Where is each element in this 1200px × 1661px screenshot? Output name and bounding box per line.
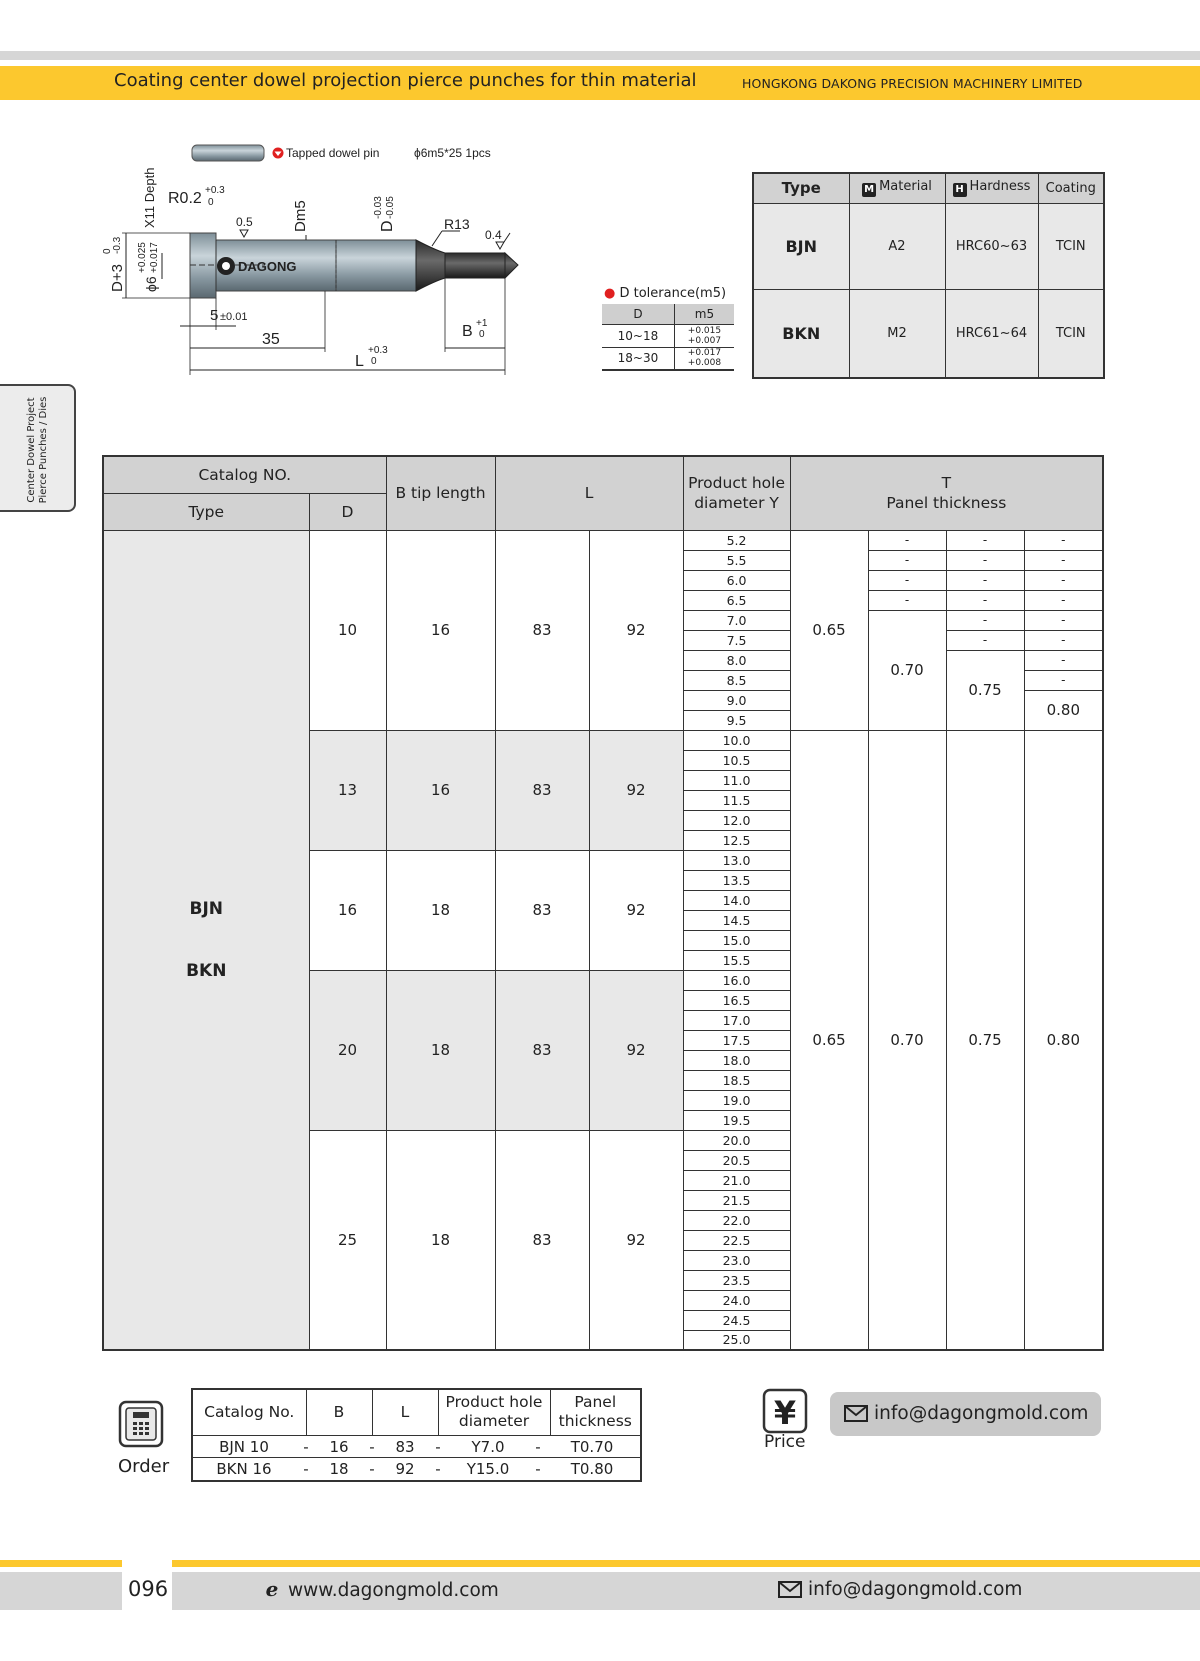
hole-diameter-y: 21.5 — [683, 1190, 790, 1210]
hardness-icon: H — [953, 183, 967, 197]
order-example-table — [191, 1388, 642, 1482]
mat-coating: TCIN — [1038, 289, 1104, 378]
l-value: 92 — [589, 1130, 683, 1350]
tolerance-value: +0.015 +0.007 — [674, 324, 734, 347]
hole-diameter-y: 14.0 — [683, 890, 790, 910]
b-value: 18 — [386, 1130, 495, 1350]
t-dash: - — [1024, 530, 1103, 550]
d-value: 13 — [309, 730, 386, 850]
header-catalog: Catalog NO. — [103, 456, 386, 493]
t-dash: - — [946, 590, 1024, 610]
header-l: L — [495, 456, 683, 530]
hole-diameter-y: 18.5 — [683, 1070, 790, 1090]
t-value: 0.65 — [790, 530, 868, 730]
surface-finish-icon — [240, 230, 248, 237]
l-value: 92 — [589, 730, 683, 850]
hole-diameter-y: 15.5 — [683, 950, 790, 970]
hole-diameter-y: 16.0 — [683, 970, 790, 990]
footer-website-link[interactable] — [262, 1579, 499, 1601]
hole-diameter-y: 12.5 — [683, 830, 790, 850]
b-value: 18 — [386, 850, 495, 970]
t-dash: - — [1024, 550, 1103, 570]
envelope-icon — [844, 1405, 868, 1422]
type-bkn: BKN — [186, 960, 227, 981]
dim-d: D — [379, 220, 396, 232]
t-value: 0.70 — [868, 610, 946, 730]
hole-diameter-y: 17.5 — [683, 1030, 790, 1050]
dim-r13: R13 — [444, 216, 470, 232]
hole-diameter-y: 6.5 — [683, 590, 790, 610]
hole-diameter-y: 19.5 — [683, 1110, 790, 1130]
tolerance-value: +0.017 +0.008 — [674, 347, 734, 370]
t-dash: - — [868, 550, 946, 570]
hole-diameter-y: 13.5 — [683, 870, 790, 890]
t-dash: - — [868, 530, 946, 550]
l-value: 83 — [495, 730, 589, 850]
dim-35: 35 — [262, 331, 280, 348]
t-dash: - — [1024, 590, 1103, 610]
hole-diameter-y: 8.0 — [683, 650, 790, 670]
mat-header-hardness: H Hardness — [945, 173, 1038, 203]
t-value: 0.70 — [868, 730, 946, 1350]
hole-diameter-y: 8.5 — [683, 670, 790, 690]
header-type: Type — [103, 493, 309, 530]
d-value: 16 — [309, 850, 386, 970]
b-value: 16 — [386, 730, 495, 850]
hole-diameter-y: 19.0 — [683, 1090, 790, 1110]
dim-d-plus-tol-upper: 0 — [102, 248, 113, 254]
envelope-icon — [778, 1581, 802, 1598]
dim-d-plus-tol-lower: -0.3 — [112, 236, 123, 254]
price-yen-icon — [762, 1388, 808, 1434]
page-title: Coating center dowel projection pierce punches for thin material — [114, 70, 697, 91]
mat-material: M2 — [849, 289, 945, 378]
footer-yellow-bar — [172, 1560, 1200, 1567]
order-header-panel: Panel thickness — [550, 1389, 641, 1435]
l-value: 83 — [495, 970, 589, 1130]
t-dash: - — [1024, 650, 1103, 670]
hole-diameter-y: 7.5 — [683, 630, 790, 650]
hole-diameter-y: 5.5 — [683, 550, 790, 570]
hole-diameter-y: 24.5 — [683, 1310, 790, 1330]
t-dash: - — [1024, 670, 1103, 690]
dim-r02-tol-upper: +0.3 — [205, 185, 225, 196]
hole-diameter-y: 7.0 — [683, 610, 790, 630]
hole-diameter-y: 20.5 — [683, 1150, 790, 1170]
hole-diameter-y: 12.0 — [683, 810, 790, 830]
dim-5-tol: ±0.01 — [220, 311, 248, 323]
material-table — [752, 172, 1105, 379]
surface-finish-icon — [496, 242, 504, 249]
order-header-catalog: Catalog No. — [192, 1389, 306, 1435]
hole-diameter-y: 10.0 — [683, 730, 790, 750]
dagong-logo-icon — [217, 257, 235, 275]
header-gray-bar — [0, 51, 1200, 60]
dim-phi6-tol-upper: +0.025 — [137, 242, 148, 273]
table-row — [103, 530, 1103, 550]
l-value: 83 — [495, 1130, 589, 1350]
dowel-spec: ϕ6m5*25 1pcs — [414, 146, 491, 160]
tolerance-table — [602, 304, 734, 371]
hole-diameter-y: 10.5 — [683, 750, 790, 770]
mat-type: BJN — [753, 203, 849, 289]
mat-hardness: HRC60~63 — [945, 203, 1038, 289]
svg-text:¥: ¥ — [773, 1394, 797, 1432]
t-value: 0.75 — [946, 730, 1024, 1350]
l-value: 92 — [589, 530, 683, 730]
dim-surface-04: 0.4 — [485, 228, 502, 242]
pin-marker-icon — [273, 148, 284, 159]
hole-diameter-y: 11.0 — [683, 770, 790, 790]
t-dash: - — [1024, 630, 1103, 650]
mat-material: A2 — [849, 203, 945, 289]
catalog-table — [102, 455, 1104, 1351]
type-cell — [103, 530, 309, 1350]
brand-mark: DAGONG — [238, 259, 297, 274]
phone-order-icon — [118, 1400, 164, 1448]
side-tab-line2: Pierce Punches / Dies — [38, 396, 49, 504]
footer-email-link[interactable] — [778, 1579, 1022, 1600]
order-label: Order — [118, 1456, 170, 1477]
order-row: BKN 16 - 18 - 92 - Y15.0 - T0.80 — [216, 1459, 614, 1478]
t-dash: - — [946, 530, 1024, 550]
page-number: 096 — [128, 1577, 169, 1601]
order-header-hole: Product hole diameter — [438, 1389, 550, 1435]
contact-email-text: info@dagongmold.com — [874, 1403, 1089, 1424]
t-dash: - — [946, 610, 1024, 630]
dim-phi6-tol-lower: +0.017 — [149, 242, 160, 273]
hole-diameter-y: 23.0 — [683, 1250, 790, 1270]
t-dash: - — [1024, 570, 1103, 590]
tolerance-d: 18~30 — [602, 347, 674, 370]
pin-marker-icon: ● — [604, 286, 616, 301]
dim-l: L — [355, 353, 364, 370]
t-dash: - — [868, 590, 946, 610]
hole-diameter-y: 14.5 — [683, 910, 790, 930]
dim-l-tol-upper: +0.3 — [368, 345, 388, 356]
header-d: D — [309, 493, 386, 530]
hole-diameter-y: 24.0 — [683, 1290, 790, 1310]
t-dash: - — [946, 630, 1024, 650]
hole-diameter-y: 16.5 — [683, 990, 790, 1010]
tolerance-title-text: D tolerance(m5) — [619, 286, 727, 301]
hole-diameter-y: 6.0 — [683, 570, 790, 590]
t-value: 0.80 — [1024, 730, 1103, 1350]
mat-type: BKN — [753, 289, 849, 378]
b-value: 18 — [386, 970, 495, 1130]
header-panel-thickness: T Panel thickness — [790, 456, 1103, 530]
hole-diameter-y: 11.5 — [683, 790, 790, 810]
svg-text:e: e — [265, 1579, 279, 1599]
dowel-pin-icon — [192, 145, 264, 161]
dim-l-tol-lower: 0 — [371, 356, 377, 367]
hole-diameter-y: 20.0 — [683, 1130, 790, 1150]
dim-r02-tol-lower: 0 — [208, 197, 214, 208]
price-label: Price — [764, 1432, 806, 1452]
dowel-note: Tapped dowel pin — [286, 146, 380, 160]
dim-b: B — [462, 323, 473, 340]
order-header-l: L — [372, 1389, 438, 1435]
d-value: 10 — [309, 530, 386, 730]
footer-yellow-bar — [0, 1560, 122, 1567]
tolerance-title — [604, 286, 726, 301]
hole-diameter-y: 9.0 — [683, 690, 790, 710]
l-value: 83 — [495, 530, 589, 730]
t-value: 0.65 — [790, 730, 868, 1350]
hole-diameter-y: 15.0 — [683, 930, 790, 950]
hole-diameter-y: 9.5 — [683, 710, 790, 730]
t-value: 0.75 — [946, 650, 1024, 730]
order-row: BJN 10 - 16 - 83 - Y7.0 - T0.70 — [193, 1436, 640, 1458]
side-tab-line1: Center Dowel Project — [26, 397, 37, 503]
dim-dm5: Dm5 — [292, 200, 309, 232]
tolerance-header-m5: m5 — [674, 304, 734, 324]
l-value: 92 — [589, 850, 683, 970]
material-icon: M — [862, 183, 876, 197]
d-value: 25 — [309, 1130, 386, 1350]
hole-diameter-y: 18.0 — [683, 1050, 790, 1070]
order-header-b: B — [306, 1389, 372, 1435]
d-value: 20 — [309, 970, 386, 1130]
t-dash: - — [868, 570, 946, 590]
dim-d-tol-upper: -0.03 — [373, 196, 384, 219]
l-value: 92 — [589, 970, 683, 1130]
dim-b-tol-upper: +1 — [476, 318, 488, 329]
contact-email-button[interactable] — [830, 1392, 1101, 1436]
hole-diameter-y: 21.0 — [683, 1170, 790, 1190]
b-value: 16 — [386, 530, 495, 730]
tolerance-d: 10~18 — [602, 324, 674, 347]
dim-x11: X11 Depth — [142, 167, 157, 228]
dim-5: 5 — [210, 307, 219, 324]
dim-d-plus-3: D+3 — [109, 264, 126, 292]
hole-diameter-y: 22.0 — [683, 1210, 790, 1230]
mat-header-type: Type — [753, 173, 849, 203]
hole-diameter-y: 5.2 — [683, 530, 790, 550]
browser-e-icon — [262, 1579, 282, 1599]
header-b-tip: B tip length — [386, 456, 495, 530]
l-value: 83 — [495, 850, 589, 970]
dim-d-tol-lower: -0.05 — [385, 196, 396, 219]
header-product-hole: Product hole diameter Y — [683, 456, 790, 530]
hole-diameter-y: 17.0 — [683, 1010, 790, 1030]
type-bjn: BJN — [189, 898, 223, 919]
dim-r02: R0.2 — [168, 190, 202, 207]
tolerance-header-d: D — [602, 304, 674, 324]
mat-header-material: M Material — [849, 173, 945, 203]
mat-hardness: HRC61~64 — [945, 289, 1038, 378]
dim-b-tol-lower: 0 — [479, 329, 485, 340]
footer-website-text: www.dagongmold.com — [288, 1580, 499, 1601]
hole-diameter-y: 22.5 — [683, 1230, 790, 1250]
side-tab-label — [26, 388, 50, 512]
hole-diameter-y: 13.0 — [683, 850, 790, 870]
mat-header-coating: Coating — [1038, 173, 1104, 203]
mat-coating: TCIN — [1038, 203, 1104, 289]
company-name: HONGKONG DAKONG PRECISION MACHINERY LIMITED — [742, 76, 1083, 91]
side-section-tab[interactable] — [0, 384, 76, 512]
t-dash: - — [946, 570, 1024, 590]
punch-diagram — [100, 140, 610, 400]
footer-email-text: info@dagongmold.com — [808, 1579, 1023, 1600]
hole-diameter-y: 25.0 — [683, 1330, 790, 1350]
footer-gray-bar — [0, 1572, 122, 1610]
hole-diameter-y: 23.5 — [683, 1270, 790, 1290]
dim-phi6: ϕ6 — [143, 276, 159, 292]
t-dash: - — [1024, 610, 1103, 630]
t-dash: - — [946, 550, 1024, 570]
t-value: 0.80 — [1024, 690, 1103, 730]
dim-surface-05: 0.5 — [236, 215, 253, 229]
